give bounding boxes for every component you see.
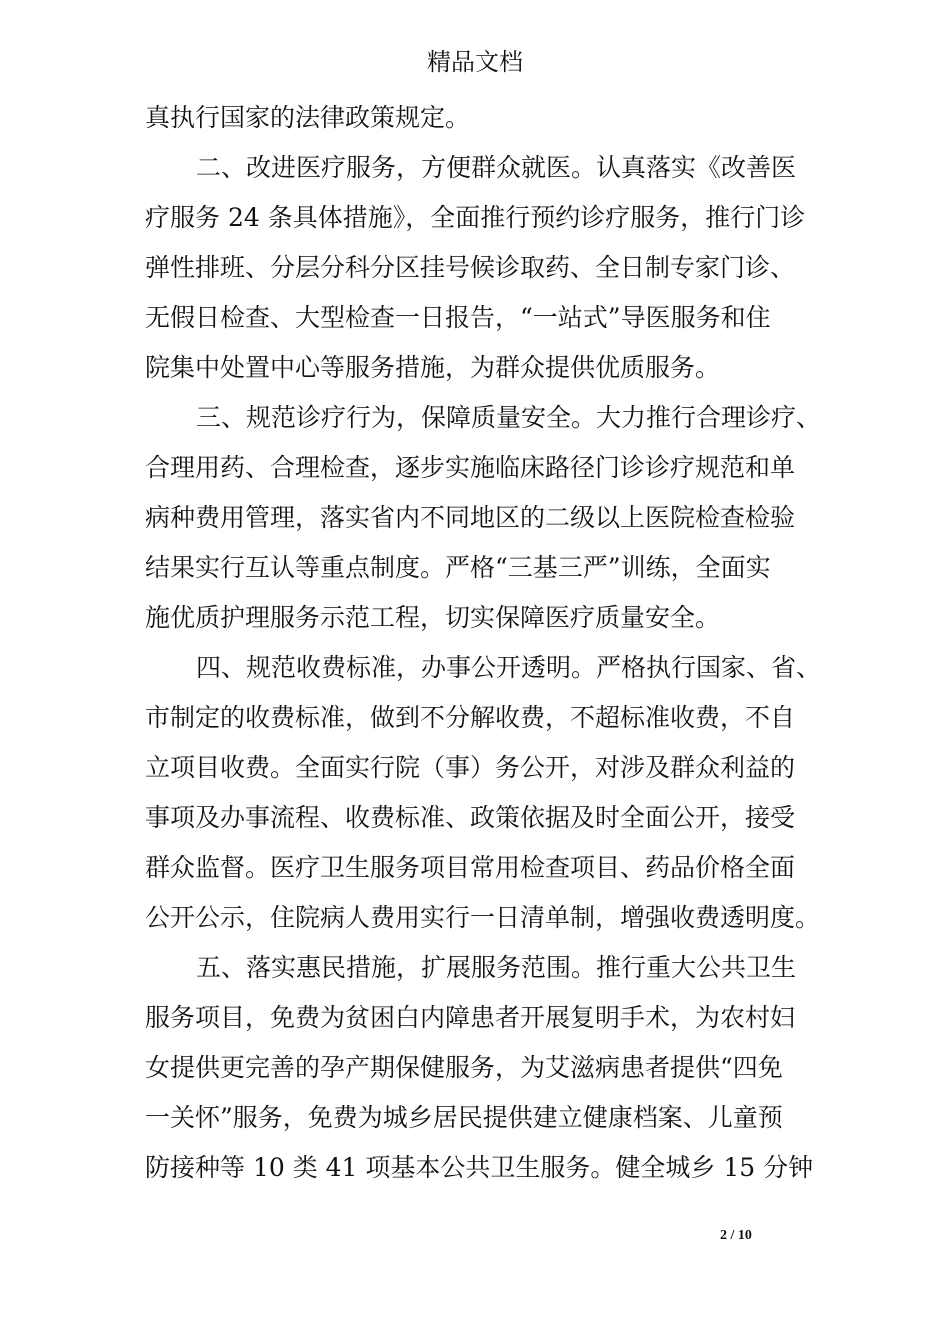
body-line: 公开公示，住院病人费用实行一日清单制，增强收费透明度。 xyxy=(145,903,821,932)
body-line: 立项目收费。全面实行院（事）务公开，对涉及群众利益的 xyxy=(145,753,796,782)
body-line: 无假日检查、大型检查一日报告，“一站式”导医服务和住 xyxy=(145,303,771,332)
body-line: 施优质护理服务示范工程，切实保障医疗质量安全。 xyxy=(145,603,721,632)
page-header-title: 精品文档 xyxy=(427,48,523,76)
body-line: 一关怀”服务，免费为城乡居民提供建立健康档案、儿童预 xyxy=(145,1103,783,1132)
body-line: 结果实行互认等重点制度。严格“三基三严”训练，全面实 xyxy=(145,553,771,582)
body-line: 三、规范诊疗行为，保障质量安全。大力推行合理诊疗、 xyxy=(196,403,822,432)
body-line: 服务项目，免费为贫困白内障患者开展复明手术，为农村妇 xyxy=(145,1003,796,1032)
body-line: 疗服务 24 条具体措施》，全面推行预约诊疗服务，推行门诊 xyxy=(145,203,806,232)
body-line: 防接种等 10 类 41 项基本公共卫生服务。健全城乡 15 分钟 xyxy=(145,1153,814,1182)
body-line: 弹性排班、分层分科分区挂号候诊取药、全日制专家门诊、 xyxy=(145,253,796,282)
body-line: 病种费用管理，落实省内不同地区的二级以上医院检查检验 xyxy=(145,503,796,532)
page-number: 2 / 10 xyxy=(720,1228,752,1243)
body-line: 真执行国家的法律政策规定。 xyxy=(145,103,471,132)
body-line: 四、规范收费标准，办事公开透明。严格执行国家、省、 xyxy=(196,653,822,682)
body-line: 事项及办事流程、收费标准、政策依据及时全面公开，接受 xyxy=(145,803,796,832)
body-line: 群众监督。医疗卫生服务项目常用检查项目、药品价格全面 xyxy=(145,853,796,882)
body-line: 合理用药、合理检查，逐步实施临床路径门诊诊疗规范和单 xyxy=(145,453,796,482)
body-line: 二、改进医疗服务，方便群众就医。认真落实《改善医 xyxy=(196,153,797,182)
body-line: 院集中处置中心等服务措施，为群众提供优质服务。 xyxy=(145,353,721,382)
body-line: 市制定的收费标准，做到不分解收费，不超标准收费，不自 xyxy=(145,703,796,732)
body-line: 女提供更完善的孕产期保健服务，为艾滋病患者提供“四免 xyxy=(145,1053,783,1082)
body-line: 五、落实惠民措施，扩展服务范围。推行重大公共卫生 xyxy=(196,953,797,982)
